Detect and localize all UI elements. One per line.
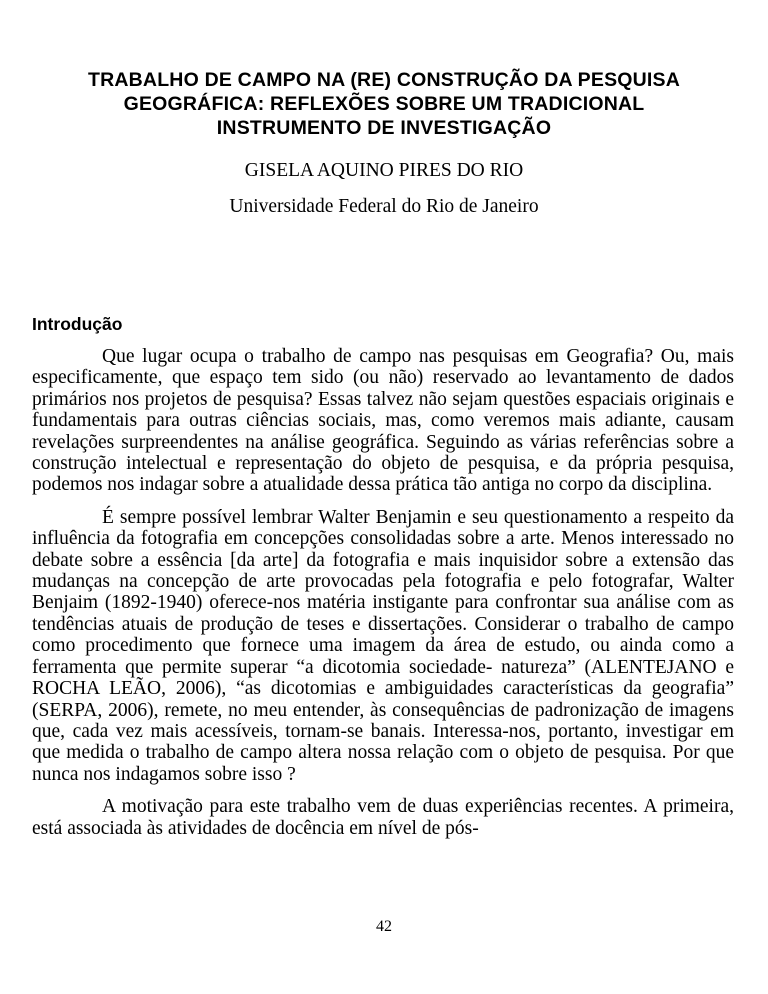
title-line: TRABALHO DE CAMPO NA (RE) CONSTRUÇÃO DA PESQUISA [87,69,681,91]
paper-title [40,68,728,140]
section-heading: Introdução [32,314,123,334]
title-line: GEOGRÁFICA: REFLEXÕES SOBRE UM TRADICIONAL [123,93,645,115]
page-number: 42 [376,918,392,935]
body-paragraph: Que lugar ocupa o trabalho de campo nas pesquisas em Geografia? Ou, mais especificamente, que espaço tem sido (ou não) reservado ao levantamento de dados primários nos projetos de pesquisa? Essas talvez não sejam questões espaciais originais e fundamentais para outras ciências sociais, mas, como veremos mais adiante, causam revelações surpreendentes na análise geográfica. Seguindo as várias referências sobre a construção intelectual e representação do objeto de pesquisa, e da própria pesquisa, podemos nos indagar sobre a atualidade dessa prática tão antiga no corpo da disciplina. [32,346,734,496]
author-name: GISELA AQUINO PIRES DO RIO [244,160,524,181]
body-paragraph: A motivação para este trabalho vem de duas experiências recentes. A primeira, está associada às atividades de docência em nível de pós- [32,796,734,839]
section-body [32,346,734,850]
title-line: INSTRUMENTO DE INVESTIGAÇÃO [216,117,552,139]
body-paragraph: É sempre possível lembrar Walter Benjamin e seu questionamento a respeito da influência da fotografia em concepções consolidadas sobre a arte. Menos interessado no debate sobre a essência [da arte] da fotografia e mais inquisidor sobre a extensão das mudanças na concepção de arte provocadas pela fotografia e pelo fotografar, Walter Benjaim (1892-1940) oferece-nos matéria instigante para confrontar sua análise com as tendências atuais de produção de teses e dissertações. Considerar o trabalho de campo como procedimento que fornece uma imagem da área de estudo, ou ainda como a ferramenta que permite superar “a dicotomia sociedade- natureza” (ALENTEJANO e ROCHA LEÃO, 2006), “as dicotomias e ambiguidades características da geografia” (SERPA, 2006), remete, no meu entender, às consequências de padronização de imagens que, cada vez mais acessíveis, tornam-se banais. Interessa-nos, portanto, investigar em que medida o trabalho de campo altera nossa relação com o objeto de pesquisa. Por que nunca nos indagamos sobre isso ? [32,506,734,785]
author-affiliation: Universidade Federal do Rio de Janeiro [229,196,539,217]
